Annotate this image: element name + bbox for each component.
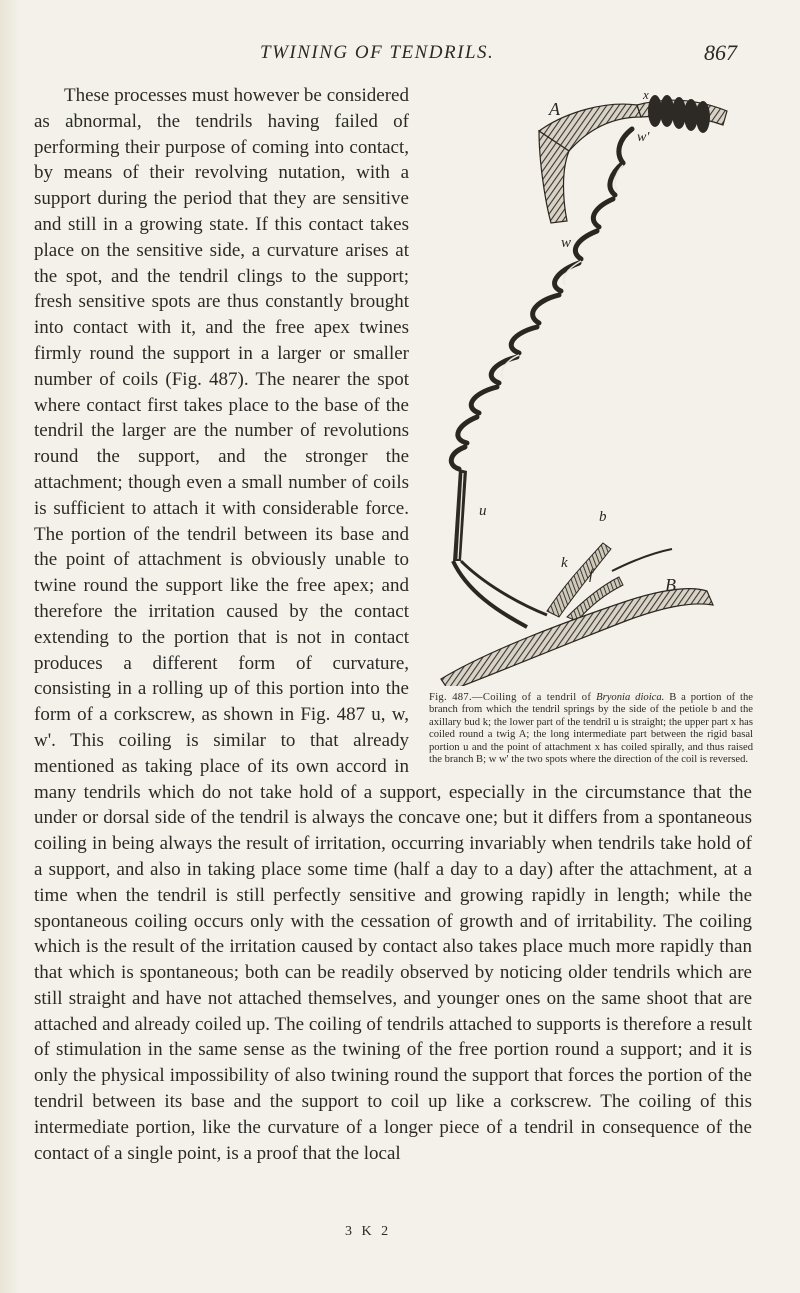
label-u: u [479, 503, 487, 519]
caption-species: Bryonia dioica. [596, 692, 665, 703]
page-binding-shadow [0, 0, 20, 1293]
caption-text: B a portion of the branch from which the tendril springs by the side of the petiole b and the axillary bud k; the lower part of the tendril u is straight; the upper part x has coiled round a twig A; the long intermediate part between the rigid basal portion u and the point of attachment x has coiled spirally, and thus raised the branch B; w w' the two spots where the direction of the coil is reversed. [429, 692, 753, 766]
tendril-basal-portion [453, 469, 467, 561]
figure-487 [427, 91, 755, 766]
signature-mark: 3 K 2 [345, 1224, 392, 1239]
label-b: b [599, 509, 607, 525]
label-B: B [665, 575, 676, 595]
label-w-prime: w' [637, 130, 650, 145]
label-A: A [549, 99, 560, 119]
caption-label: Fig. 487.—Coiling of a tendril of [429, 692, 592, 703]
label-k: k [561, 555, 568, 571]
page-number: 867 [704, 40, 737, 65]
body-paragraph: These processes must however be considered as abnormal, the tendrils having failed of performing their purpose of coming into contact, by means of their revolving nutation, with a support during the period that they are sensitive and still in a growing state. If this contact takes place on the sensitive side, a curvature arises at the spot, and the tendril clings to the support; fresh sensitive spots are thus constantly brought into contact with it, and the free apex twines firmly round the support in a larger or smaller number of coils (Fig. 487). The nearer the spot where contact first takes place to the base of the tendril the larger are the number of revolutions round the support, and the stronger the attachment; though even a small number of coils is sufficient to attach it with considerable force. The portion of the tendril between its base and the point of attachment is obviously unable to twine round the support like the free apex; and therefore the irritation caused by the contact extending to the portion that is not in contact produces a different form of curvature, consisting in a rolling up of this portion into the form of a corkscrew, as shown in Fig. 487 u, w, w'. This coiling is similar to that already mentioned as taking place of its own accord in many tendrils which do not take hold of a support, especially in the circumstance that the under or dorsal side of the tendril is always the concave one; but it differs from a spontaneous coiling in being always the result of irritation, occurring invariably when tendrils take hold of a support, and also in taking place some time (half a day to a day) after the attachment, at a time when the tendril is still perfectly sensitive and growing rapidly in length; while the spontaneous coiling occurs only with the cessation of growth and of irritability. The coiling which is the result of the irritation caused by contact also takes place much more rapidly than that which is spontaneous; both can be readily observed by noticing older tendrils which are still straight and have not attached themselves, and younger ones on the same shoot that are attached and already coiled up. The coiling of tendrils attached to supports is therefore a result of stimulation in the same sense as the twining of the free portion round a support; and it is only the physical impossibility of also twining round the support that forces the portion of the tendril between its base and the support to coil up like a corkscrew. The coiling of this intermediate portion, like the curvature of a longer piece of a tendril in consequence of the contact of a single point, is a proof that the local [34, 85, 752, 1164]
figure-caption [427, 692, 755, 766]
apex-coils [648, 95, 710, 133]
tendril-corkscrew [451, 129, 632, 469]
text-block [34, 83, 752, 1166]
label-w: w [561, 235, 572, 251]
figure-labels [479, 91, 676, 595]
tendril-illustration [427, 91, 755, 686]
running-head: TWINING OF TENDRILS. [260, 42, 495, 63]
label-f: f [589, 567, 594, 583]
label-x: x [643, 91, 649, 102]
page-header [0, 40, 800, 70]
